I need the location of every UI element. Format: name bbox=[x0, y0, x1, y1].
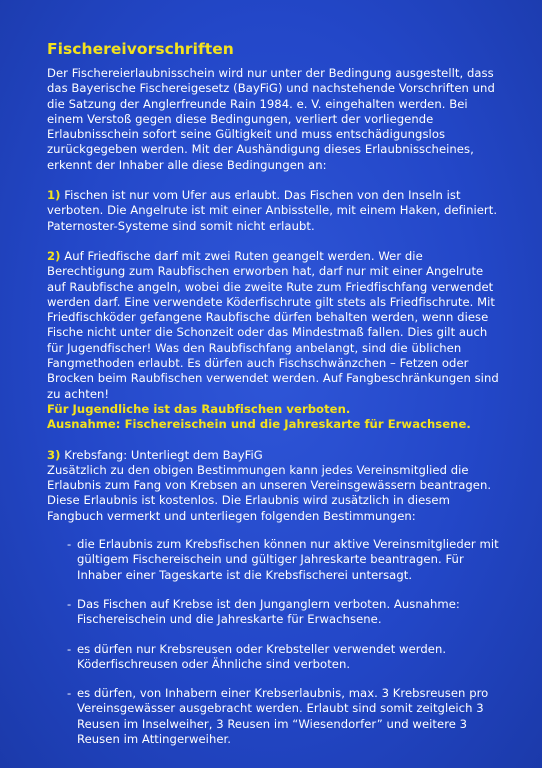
list-item-text: Das Fischen auf Krebse ist den Junganglern verboten. Ausnahme: Fischereischein und die Jahreskarte für Erwachsene. bbox=[77, 596, 460, 627]
list-item-text: die Erlaubnis zum Krebsfischen können nur aktive Vereinsmitglieder mit gültigem Fischereischein und gültiger Jahreskarte beantragen. Für Inhaber einer Tageskarte ist die Krebsfischerei untersagt. bbox=[77, 537, 499, 582]
rule-2-number: 2) bbox=[47, 248, 61, 263]
dash-icon: - bbox=[67, 537, 72, 552]
rule-1-section bbox=[47, 188, 499, 234]
rule-2-text: Auf Friedfische darf mit zwei Ruten geangelt werden. Wer die Berechtigung zum Raubfischen erworben hat, darf nur mit einer Angelrute auf Raubfische angeln, wobei die zweite Rute zum Friedfischfang verwendet werden darf. Eine verwendete Köderfischrute gilt stets als Friedfischrute. Mit Friedfischköder gefangene Raubfische dürfen behalten werden, wenn diese Fische nicht unter die Schonzeit oder das Mindestmaß fallen. Dies gilt auch für Jugendfischer! Was den Raubfischfang anbelangt, sind die üblichen Fangmethoden erlaubt. Es dürfen auch Fischschwänzchen – Fetzen oder Brocken beim Raubfischen verwendet werden. Auf Fangbeschränkungen sind zu achten! bbox=[47, 248, 499, 401]
document-page bbox=[47, 40, 499, 761]
dash-icon: - bbox=[67, 596, 72, 611]
rule-3-bullet-list bbox=[47, 537, 499, 747]
rule-3-heading: Krebsfang: Unterliegt dem BayFiG bbox=[64, 447, 263, 462]
rule-1-text: Fischen ist nur vom Ufer aus erlaubt. Das Fischen von den Inseln ist verboten. Die Angelrute ist mit einer Anbisstelle, mit einem Haken, definiert. Paternoster-Systeme sind somit nicht erlaubt. bbox=[47, 188, 498, 233]
rule-3-heading-line bbox=[47, 448, 499, 463]
rule-3-number: 3) bbox=[47, 447, 61, 462]
rule-2-highlight-youth: Für Jugendliche ist das Raubfischen verboten. bbox=[47, 401, 351, 416]
dash-icon: - bbox=[67, 686, 72, 701]
list-item bbox=[47, 642, 499, 673]
rule-1-number: 1) bbox=[47, 188, 61, 203]
rule-3-text: Zusätzlich zu den obigen Bestimmungen kann jedes Vereinsmitglied die Erlaubnis zum Fang von Krebsen an unseren Vereinsgewässern beantragen. Diese Erlaubnis ist kostenlos. Die Erlaubnis wird zusätzlich in diesem Fangbuch vermerkt und unterliegen folgenden Bestimmungen: bbox=[47, 462, 492, 523]
rule-3-section bbox=[47, 448, 499, 748]
list-item bbox=[47, 686, 499, 747]
dash-icon: - bbox=[67, 641, 72, 656]
list-item bbox=[47, 597, 499, 628]
rule-2-highlight-exception: Ausnahme: Fischereischein und die Jahreskarte für Erwachsene. bbox=[47, 417, 471, 432]
rule-2-section bbox=[47, 249, 499, 433]
list-item-text: es dürfen, von Inhabern einer Krebserlaubnis, max. 3 Krebsreusen pro Vereinsgewässer ausgebracht werden. Erlaubt sind somit zeitgleich 3 Reusen im Inselweiher, 3 Reusen im “Wiesendorfer” und weitere 3 Reusen im Attingerweiher. bbox=[77, 686, 489, 746]
page-title: Fischereivorschriften bbox=[47, 40, 234, 58]
intro-paragraph: Der Fischereierlaubnisschein wird nur unter der Bedingung ausgestellt, dass das Bayerische Fischereigesetz (BayFiG) und nachstehende Vorschriften und die Satzung der Anglerfreunde Rain 1984. e. V. eingehalten werden. Bei einem Verstoß gegen diese Bedingungen, verliert der vorliegende Erlaubnisschein sofort seine Gültigkeit und muss entschädigungslos zurückgegeben werden. Mit der Aushändigung dieses Erlaubnisscheines, erkennt der Inhaber alle diese Bedingungen an: bbox=[47, 66, 495, 172]
list-item-text: es dürfen nur Krebsreusen oder Krebsteller verwendet werden. Köderfischreusen oder Ähnliche sind verboten. bbox=[77, 641, 447, 671]
list-item bbox=[47, 537, 499, 583]
